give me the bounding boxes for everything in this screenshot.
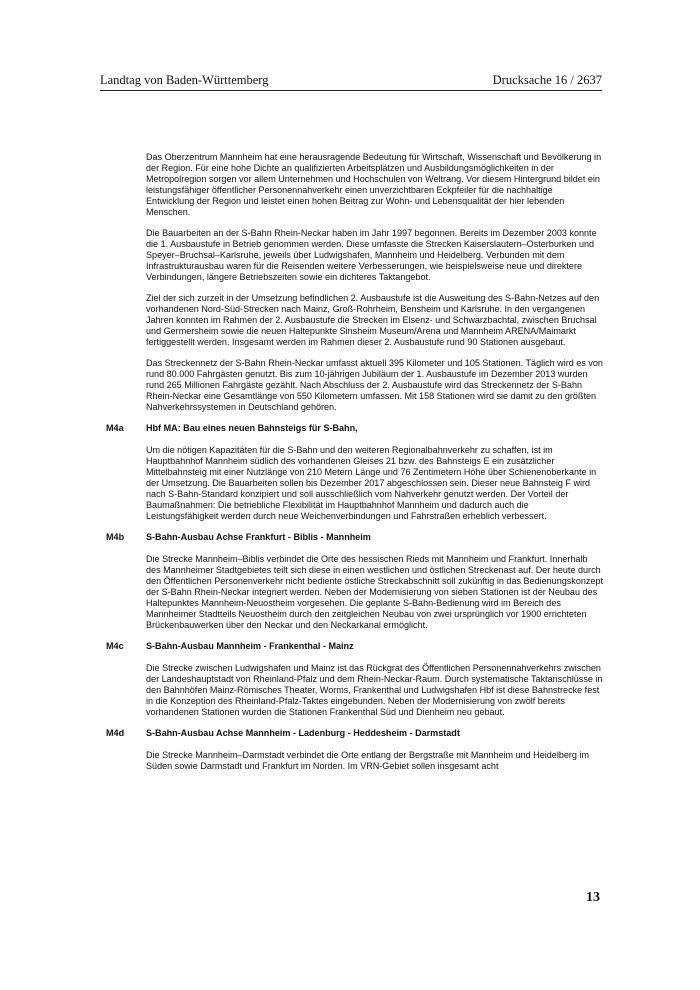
- section-code: M4c: [106, 641, 124, 652]
- section-text: Die Strecke zwischen Ludwigshafen und Mainz ist das Rückgrat des Öffentlichen Personennahverkehrs zwischen der Landeshauptstadt von Rheinland-Pfalz und dem Rhein-Neckar-Raum. Durch systematische Taktanschlüsse in den Bahnhöfen Mainz-Römisches Theater, Worms, Frankenthal und Ludwigshafen Hbf ist diese Bahnstrecke fest in die Konzeption des Rheinland-Pfalz-Taktes eingebunden. Neben der Modernisierung von zwölf bereits vorhandenen Stationen wurden die Stationen Frankenthal Süd und Dienheim neu gebaut.: [146, 663, 603, 717]
- section-title: Hbf MA: Bau eines neuen Bahnsteigs für S-Bahn,: [146, 423, 358, 434]
- header-parliament: Landtag von Baden-Württemberg: [100, 73, 269, 87]
- section-text: Die Strecke Mannheim–Biblis verbindet die Orte des hessischen Rieds mit Mannheim und Frankfurt. Innerhalb des Mannheimer Stadtgebietes teilt sich diese in einen westlichen und östlichen Streckenast auf. Der heute durch den Öffentlichen Personenverkehr nicht bediente östliche Streckabschnitt soll zukünftig in das Bedienungskonzept der S-Bahn Rhein-Neckar integriert werden. Neben der Modernisierung von sieben Stationen ist der Neubau des Haltepunktes Mannheim-Neuostheim vorgesehen. Die geplante S-Bahn-Bedienung wird im Bereich des Mannheimer Stadtteils Neuostheim durch den zeitgleichen Neubau von zwei ursprünglich vor 1900 errichteten Brückenbauwerken über den Neckar und den Neckarkanal ermöglicht.: [146, 554, 603, 630]
- intro-paragraph: Ziel der sich zurzeit in der Umsetzung befindlichen 2. Ausbaustufe ist die Ausweitung des S-Bahn-Netzes auf den vorhandenen Nord-Süd-Strecken nach Mainz, Groß-Rohrheim, Bensheim und Karlsruhe. In den vergangenen Jahren konnten im Rahmen der 2. Ausbaustufe die Strecken im Elsenz- und Schwarzbachtal, zwischen Bruchsal und Germersheim sowie die neuen Haltepunkte Sinsheim Museum/Arena und Mannheim ARENA/Maimarkt fertiggestellt werden. Insgesamt werden im Rahmen dieser 2. Ausbaustufe rund 90 Stationen ausgebaut.: [146, 293, 600, 347]
- section-title: S-Bahn-Ausbau Mannheim - Frankenthal - Mainz: [146, 641, 354, 652]
- section-title: S-Bahn-Ausbau Achse Mannheim - Ladenburg - Heddesheim - Darmstadt: [146, 728, 460, 739]
- header-document-number: Drucksache 16 / 2637: [492, 73, 602, 87]
- section-heading-m4d: [100, 728, 602, 739]
- intro-paragraph: Das Oberzentrum Mannheim hat eine herausragende Bedeutung für Wirtschaft, Wissenschaft und Bevölkerung in der Region. Für eine hohe Dichte an qualifizierten Arbeitsplätzen und Ausbildungsmöglichkeiten in der Metropolregion sorgen vor allem Unternehmen und Hochschulen von Weltrang. Vor diesem Hintergrund bildet ein leistungsfähiger öffentlicher Personennahverkehr einen unverzichtbaren Eckpfeiler für die nachhaltige Entwicklung der Region und leistet einen hohen Beitrag zur Wohn- und Lebensqualität der hier lebenden Menschen.: [146, 152, 602, 217]
- section-code: M4b: [106, 532, 125, 543]
- section-code: M4a: [106, 423, 124, 434]
- intro-paragraph: Das Streckennetz der S-Bahn Rhein-Neckar umfasst aktuell 395 Kilometer und 105 Stationen. Täglich wird es von rund 80.000 Fahrgästen genutzt. Bis zum 10-jährigen Jubiläum der 1. Ausbaustufe im Dezember 2013 wurden rund 265 Millionen Fahrgäste gezählt. Nach Abschluss der 2. Ausbaustufe wird das Streckennetz der S-Bahn Rhein-Neckar eine Gesamtlänge von 550 Kilometern umfassen. Mit 158 Stationen wird sie damit zu den größten Nahverkehrssystemen in Deutschland gehören.: [146, 358, 603, 412]
- header-rule: [100, 90, 602, 91]
- section-heading-m4c: [100, 641, 602, 652]
- page-header: [100, 73, 602, 89]
- section-heading-m4a: [100, 423, 602, 434]
- document-body: [100, 152, 602, 782]
- section-heading-m4b: [100, 532, 602, 543]
- section-text: Um die nötigen Kapazitäten für die S-Bahn und den weiteren Regionalbahnverkehr zu schaffen, ist im Hauptbahnhof Mannheim südlich des vorhandenen Gleises 21 bzw. des Bahnsteigs E ein zusätzlicher Mittelbahnsteig mit einer Nutzlänge von 210 Metern Länge und 76 Zentimetern Höhe über Schienenoberkante in der Umsetzung. Die Bauarbeiten sollen bis Dezember 2017 abgeschlossen sein. Dieser neue Bahnsteig F wird nach S-Bahn-Standard konzipiert und soll ausschließlich vom Nahverkehr genutzt werden. Der Vorteil der Baumaßnahmen: Die betriebliche Flexibilität im Hauptbahnhof Mannheim und dadurch auch die Leistungsfähigkeit werden durch neue Weichenverbindungen und Fahrstraßen erheblich verbessert.: [146, 445, 597, 521]
- page-number: 13: [586, 890, 600, 905]
- section-text: Die Strecke Mannheim–Darmstadt verbindet die Orte entlang der Bergstraße mit Mannheim und Heidelberg im Süden sowie Darmstadt und Frankfurt im Norden. Im VRN-Gebiet sollen insgesamt acht: [146, 750, 590, 772]
- section-code: M4d: [106, 728, 125, 739]
- intro-paragraph: Die Bauarbeiten an der S-Bahn Rhein-Neckar haben im Jahr 1997 begonnen. Bereits im Dezember 2003 konnte die 1. Ausbaustufe in Betrieb genommen werden. Diese umfasste die Strecken Kaiserslautern–Osterburken und Speyer–Bruchsal–Karlsruhe, jeweils über Ludwigshafen, Mannheim und Heidelberg. Verbunden mit dem Infrastrukturausbau waren für die Reisenden weitere Verbesserungen, wie beispielsweise neue und direktere Verbindungen, längere Betriebszeiten sowie ein dichteres Taktangebot.: [146, 228, 597, 282]
- section-title: S-Bahn-Ausbau Achse Frankfurt - Biblis - Mannheim: [146, 532, 371, 543]
